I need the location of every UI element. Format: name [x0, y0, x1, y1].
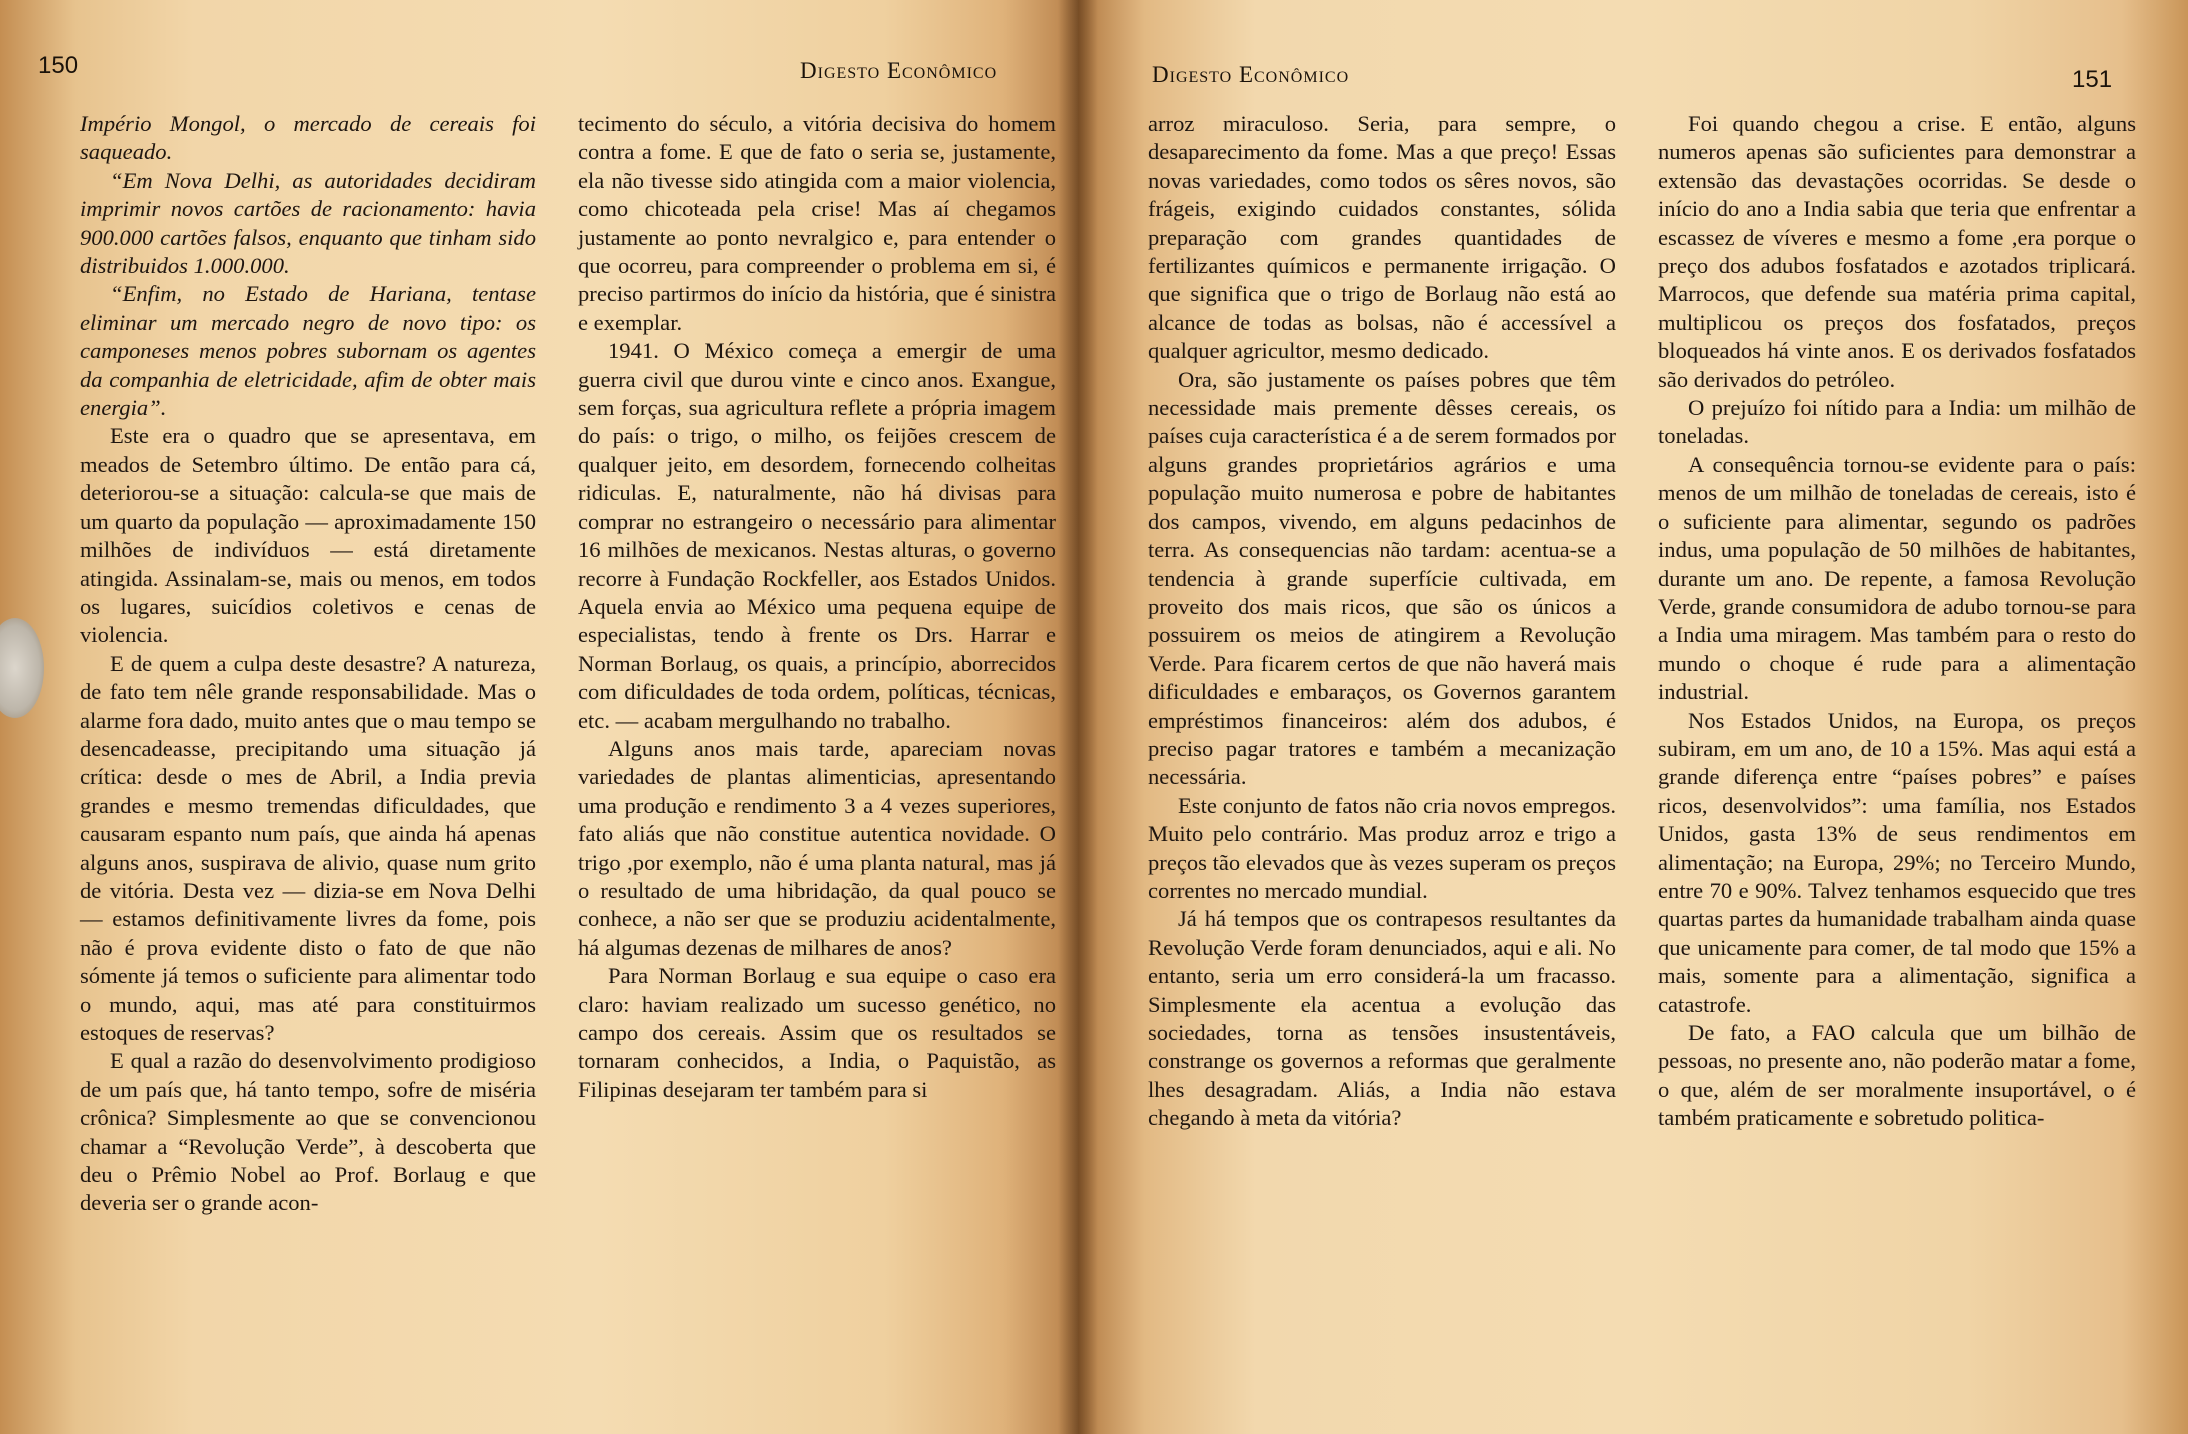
paragraph: 1941. O México começa a emergir de uma guerra civil que durou vinte e cinco anos. Exangue, sem forças, sua agricultura reflete a própria imagem do país: o trigo, o milho, os feijões crescem de qualquer jeito, em desordem, fornecendo colheitas ridiculas. E, naturalmente, não há divisas para comprar no estrangeiro o necessário para alimentar 16 milhões de mexicanos. Nestas alturas, o governo recorre à Fundação Rockfeller, aos Estados Unidos. Aquela envia ao México uma pequena equipe de especialistas, tendo à frente os Drs. Harrar e Norman Borlaug, os quais, a princípio, aborrecidos com dificuldades de toda ordem, políticas, técnicas, etc. — acabam mergulhando no trabalho.: [578, 338, 1056, 733]
paragraph: Nos Estados Unidos, na Europa, os preços subiram, em um ano, de 10 a 15%. Mas aqui está a grande diferença entre “países pobres” e países ricos, desenvolvidos”: uma família, nos Estados Unidos, gasta 13% de seus rendimentos em alimentação; na Europa, 29%; no Terceiro Mundo, entre 70 e 90%. Talvez tenhamos esquecido que tres quartas partes da humanidade trabalham ainda quase que unicamente para comer, de tal modo que 15% a mais, somente para a alimentação, significa a catastrofe.: [1658, 707, 2136, 1017]
page-number-left: 150: [38, 52, 79, 79]
paragraph: arroz miraculoso. Seria, para sempre, o desaparecimento da fome. Mas a que preço! Essas novas variedades, como todos os sêres novos, são frágeis, exigindo cuidados constantes, sólida preparação com grandes quantidades de fertilizantes químicos e permanente irrigação. O que significa que o trigo de Borlaug não está ao alcance de todas as bolsas, não é accessível a qualquer agricultor, mesmo dedicado.: [1148, 111, 1616, 364]
left-page: [0, 0, 1078, 1434]
paragraph: Foi quando chegou a crise. E então, alguns numeros apenas são suficientes para demonstrar a extensão das devastações ocorridas. Se desde o início do ano a India sabia que teria que enfrentar a escassez de víveres e mesmo a fome ,era porque o preço dos adubos fosfatados e azotados triplicará. Marrocos, que defende sua matéria prima capital, multiplicou os preços dos fosfatados, preços bloqueados há vinte anos. E os derivados fosfatados são derivados do petróleo.: [1658, 111, 2136, 392]
right-page: [1078, 0, 2188, 1434]
running-head-left: Digesto Econômico: [800, 58, 998, 83]
paragraph: Este era o quadro que se apresentava, em meados de Setembro último. De então para cá, deteriorou-se a situação: calcula-se que mais de um quarto da população — aproximadamente 150 milhões de indivíduos — está diretamente atingida. Assinalam-se, mais ou menos, em todos os lugares, suicídios coletivos e cenas de violencia.: [80, 423, 536, 648]
page-number-right: 151: [2072, 66, 2113, 93]
paragraph: E de quem a culpa deste desastre? A natureza, de fato tem nêle grande responsabilidade. Mas o alarme fora dado, muito antes que o mau tempo se desencadeasse, precipitando uma situação já crítica: desde o mes de Abril, a India previa grandes e mesmo tremendas dificuldades, que causaram espanto num país, que ainda há apenas alguns anos, suspirava de alivio, quase num grito de vitória. Desta vez — dizia-se em Nova Delhi — estamos definitivamente livres da fome, pois não é prova evidente disto o fato de que não sómente já temos o suficiente para alimentar todo o mundo, aqui, mas até para constituirmos estoques de reservas?: [80, 650, 536, 1045]
paragraph: O prejuízo foi nítido para a India: um milhão de toneladas.: [1658, 395, 2136, 449]
punch-hole: [0, 618, 44, 718]
paragraph: Este conjunto de fatos não cria novos empregos. Muito pelo contrário. Mas produz arroz e trigo a preços tão elevados que às vezes superam os preços correntes no mercado mundial.: [1148, 792, 1617, 903]
left-column-2: [578, 110, 1056, 1104]
paragraph: “Enfim, no Estado de Hariana, tentase eliminar um mercado negro de novo tipo: os camponeses menos pobres subornam os agentes da companhia de eletricidade, afim de obter mais energia”.: [80, 281, 536, 421]
paragraph: E qual a razão do desenvolvimento prodigioso de um país que, há tanto tempo, sofre de miséria crônica? Simplesmente ao que se convencionou chamar a “Revolução Verde”, à descoberta que deu o Prêmio Nobel ao Prof. Borlaug e que deveria ser o grande acon-: [80, 1048, 536, 1216]
paragraph: Alguns anos mais tarde, apareciam novas variedades de plantas alimenticias, apresentando uma produção e rendimento 3 a 4 vezes superiores, fato aliás que não constitue autentica novidade. O trigo ,por exemplo, não é uma planta natural, mas já o resultado de uma hibridação, da qual pouco se conhece, a não ser que se produziu acidentalmente, há algumas dezenas de milhares de anos?: [578, 735, 1056, 960]
paragraph: Já há tempos que os contrapesos resultantes da Revolução Verde foram denunciados, aqui e ali. No entanto, seria um erro considerá-la um fracasso. Simplesmente ela acentua a evolução das sociedades, torna as tensões insustentáveis, constrange os governos a reformas que geralmente lhes desagradam. Aliás, a India não estava chegando à meta da vitória?: [1148, 906, 1616, 1131]
running-head-right: Digesto Econômico: [1152, 62, 1350, 87]
paragraph: Para Norman Borlaug e sua equipe o caso era claro: haviam realizado um sucesso genético, no campo dos cereais. Assim que os resultados se tornaram conhecidos, a India, o Paquistão, as Filipinas desejaram ter também para si: [578, 963, 1056, 1102]
paragraph: A consequência tornou-se evidente para o país: menos de um milhão de toneladas de cereais, isto é o suficiente para alimentar, segundo os padrões indus, uma população de 50 milhões de habitantes, durante um ano. De repente, a famosa Revolução Verde, grande consumidora de adubo tornou-se para a India uma miragem. Mas também para o resto do mundo o choque é rude para a alimentação industrial.: [1658, 451, 2136, 705]
paragraph: Ora, são justamente os países pobres que têm necessidade mais premente dêsses cereais, os países cuja característica é a de serem formados por alguns grandes proprietários agrários e uma população muito numerosa e pobre de habitantes dos campos, vivendo, em alguns pedacinhos de terra. As consequencias não tardam: acentua-se a tendencia à grande superfície cultivada, em proveito dos mais ricos, que são os únicos a possuirem os meios de atingirem a Revolução Verde. Para ficarem certos de que não haverá mais dificuldades e embaraços, os Governos garantem empréstimos financeiros: além dos adubos, é preciso pagar tratores e também a mecanização necessária.: [1148, 366, 1616, 790]
left-column-1: [80, 110, 536, 1218]
right-column-1: [1148, 110, 1616, 1133]
book-gutter: [1058, 0, 1098, 1434]
right-column-2: [1658, 110, 2136, 1133]
paragraph: tecimento do século, a vitória decisiva do homem contra a fome. E que de fato o seria se, justamente, ela não tivesse sido atingida com a maior violencia, como chicoteada pela crise! Mas aí chegamos justamente ao ponto nevralgico e, para entender o que ocorreu, para compreender o problema em si, é preciso partirmos do início da história, que é sinistra e exemplar.: [578, 111, 1056, 335]
paragraph: Império Mongol, o mercado de cereais foi saqueado.: [80, 111, 536, 165]
paragraph: De fato, a FAO calcula que um bilhão de pessoas, no presente ano, não poderão matar a fome, o que, além de ser moralmente insuportável, o é também praticamente e sobretudo politica-: [1658, 1020, 2136, 1131]
paragraph: “Em Nova Delhi, as autoridades decidiram imprimir novos cartões de racionamento: havia 900.000 cartões falsos, enquanto que tinham sido distribuidos 1.000.000.: [80, 167, 536, 279]
